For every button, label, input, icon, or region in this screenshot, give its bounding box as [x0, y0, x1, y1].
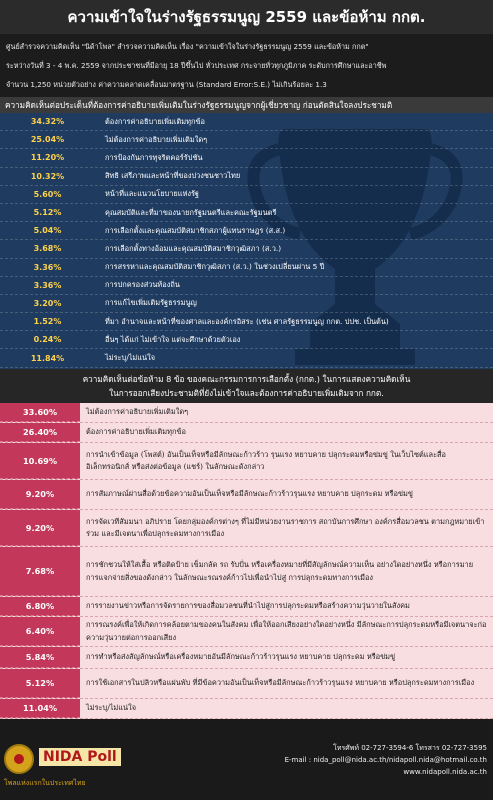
percent-value: 26.40%	[0, 423, 80, 442]
percent-value: 9.20%	[0, 480, 80, 509]
table-row	[0, 186, 493, 204]
table-row	[0, 669, 493, 699]
table-row	[0, 259, 493, 277]
row-label: การเลือกตั้งทางอ้อมและคุณสมบัติสมาชิกวุฒิสภา (ส.ว.)	[105, 243, 282, 253]
table-row	[0, 295, 493, 313]
email-text[interactable]: E-mail : nida_poll@nida.ac.th/nidapoll.nida@hotmail.co.th	[284, 756, 487, 764]
survey-info-line: จำนวน 1,250 หน่วยตัวอย่าง ค่าความคลาดเคลื่อนมาตรฐาน (Standard Error:S.E.) ไม่เกินร้อยละ 1.3	[6, 80, 327, 89]
percent-value: 3.20%	[33, 298, 62, 308]
row-label: สิทธิ เสรีภาพและหน้าที่ของปวงชนชาวไทย	[105, 171, 241, 181]
row-label: ที่มา อำนาจและหน้าที่ของศาลและองค์กรอิสระ (เช่น ศาลรัฐธรรมนูญ กกต. ปปช. เป็นต้น)	[105, 316, 389, 326]
table-row	[0, 403, 493, 423]
row-label: การสัมภาษณ์ผ่านสื่อด้วยข้อความอันเป็นเท็จหรือมีลักษณะก้าวร้าวรุนแรง หยาบคาย ปลุกระดม หรือข่มขู่	[86, 489, 413, 499]
row-label: การใช้เอกสารในปลิวหรือแผ่นพับ ที่มีข้อความอันเป็นเท็จหรือมีลักษณะก้าวร้าวรุนแรง หยาบคาย หรือปลุกระดมทางการเมือง	[86, 678, 475, 688]
section2-header-line: ในการออกเสียงประชามติที่ยังไม่เข้าใจและต้องการค่าอธิบายเพิ่มเติมจาก กกต.	[109, 388, 384, 398]
row-label: การป้องกันการทุจริตคอร์รัปชัน	[105, 152, 203, 162]
table-row	[0, 204, 493, 222]
percent-value: 6.80%	[0, 597, 80, 616]
percent-value: 11.20%	[30, 153, 65, 163]
row-label: หน้าที่และแนวนโยบายแห่งรัฐ	[105, 189, 199, 199]
row-label: การสรรหาและคุณสมบัติสมาชิกวุฒิสภา (ส.ว.) ในช่วงเปลี่ยนผ่าน 5 ปี	[105, 262, 325, 272]
section2-header	[0, 369, 493, 403]
survey-info-line: ระหว่างวันที่ 3 - 4 พ.ค. 2559 จากประชาชนที่มีอายุ 18 ปีขึ้นไป ทั่วประเทศ กระจายทั่วทุกภูมิภาค ระดับการศึกษาและอาชีพ	[6, 61, 387, 70]
table-row	[0, 443, 493, 480]
table-row	[0, 423, 493, 443]
table-row	[0, 349, 493, 367]
percent-value: 6.40%	[0, 617, 80, 646]
percent-value: 5.60%	[33, 189, 62, 199]
section1-table	[0, 113, 493, 369]
percent-value: 3.36%	[33, 262, 62, 272]
percent-value: 34.32%	[30, 117, 65, 127]
row-label: การนำเข้าข้อมูล (โพสต์) อันเป็นเท็จหรือมีลักษณะก้าวร้าว รุนแรง หยาบคาย ปลุกระดมหรือข่มขู่ ในเว็บไซต์และสื่ออิเล็กทรอนิกส์ หรือส่งต่อข้อมูล (แชร์) ในลักษณะดังกล่าว	[86, 449, 446, 471]
row-label: การรายงานข่าวหรือการจัดรายการของสื่อมวลชนที่นำไปสู่การปลุกระดมหรือสร้างความวุ่นวายในสังคม	[86, 601, 410, 611]
row-label: ไม่ระบุ/ไม่แน่ใจ	[105, 353, 156, 363]
row-label: การจัดเวทีสัมมนา อภิปราย โดยกลุ่มองค์กรต่างๆ ที่ไม่มีหน่วยงานราชการ สถาบันการศึกษา องค์กรสื่อมวลชน ตามกฎหมายเข้าร่วม และมีเจตนาเพื่อปลุกระดมทางการเมือง	[86, 516, 485, 538]
footer	[0, 734, 493, 800]
row-label: การรณรงค์เพื่อให้เกิดการคล้อยตามของคนในสังคม เพื่อให้ออกเสียงอย่างใดอย่างหนึ่ง มีลักษณะการปลุกระดมหรือมีเจตนาจะก่อความวุ่นวายต่อการออกเสียง	[86, 620, 487, 642]
table-row	[0, 617, 493, 647]
logo-subtitle: โพลแห่งแรกในประเทศไทย	[4, 779, 86, 787]
row-label: การแก้ไขเพิ่มเติมรัฐธรรมนูญ	[105, 298, 197, 308]
table-row	[0, 480, 493, 510]
percent-value: 10.32%	[30, 171, 65, 181]
percent-value: 7.68%	[0, 547, 80, 596]
table-row	[0, 113, 493, 131]
percent-value: 5.12%	[33, 208, 62, 218]
seal-icon	[4, 744, 34, 774]
survey-info	[0, 34, 493, 97]
survey-info-line: ศูนย์สำรวจความคิดเห็น "นิด้าโพล" สำรวจความคิดเห็น เรื่อง "ความเข้าใจในร่างรัฐธรรมนูญ 2559 และข้อห้าม กกต"	[6, 42, 369, 51]
row-label: การทำหรือส่งสัญลักษณ์หรือเครื่องหมายอันมีลักษณะก้าวร้าวรุนแรง หยาบคาย ปลุกระดม หรือข่มขู่	[86, 652, 396, 662]
row-label: การเลือกตั้งและคุณสมบัติสมาชิกสภาผู้แทนราษฎร (ส.ส.)	[105, 225, 286, 235]
percent-value: 0.24%	[33, 335, 62, 345]
contact-info	[285, 742, 487, 778]
table-row	[0, 149, 493, 167]
percent-value: 3.68%	[33, 244, 62, 254]
table-row	[0, 222, 493, 240]
percent-value: 10.69%	[0, 443, 80, 479]
page-title: ความเข้าใจในร่างรัฐธรรมนูญ 2559 และข้อห้าม กกต.	[0, 0, 493, 34]
nida-poll-logo	[4, 744, 124, 792]
section2-table	[0, 403, 493, 719]
row-label: การปกครองส่วนท้องถิ่น	[105, 280, 180, 290]
table-row	[0, 699, 493, 719]
table-row	[0, 131, 493, 149]
table-row	[0, 313, 493, 331]
row-label: ต้องการค่าอธิบายเพิ่มเติมทุกข้อ	[105, 116, 205, 126]
table-row	[0, 240, 493, 258]
table-row	[0, 168, 493, 186]
table-row	[0, 331, 493, 349]
percent-value: 9.20%	[0, 510, 80, 546]
percent-value: 11.84%	[30, 353, 65, 363]
table-row	[0, 597, 493, 617]
percent-value: 25.04%	[30, 135, 65, 145]
percent-value: 5.12%	[0, 669, 80, 698]
table-row	[0, 547, 493, 597]
row-label: การชักชวนให้ใส่เสื้อ หรือติดป้าย เข็มกลัด รถ รับปั่น หรือเครื่องหมายที่มีสัญลักษณ์ความเห็น อย่างใดอย่างหนึ่ง หรือการมาย การแจกจ่ายสิ่งของดังกล่าว ในลักษณะรณรงค์ก้าวไปเพื่อนำไปสู่ การปลุกระดมทางการเมือง	[86, 560, 474, 582]
percent-value: 5.04%	[33, 226, 62, 236]
row-label: ไม่ระบุ/ไม่แน่ใจ	[86, 703, 137, 713]
percent-value: 3.36%	[33, 280, 62, 290]
phone-text: โทรศัพท์ 02-727-3594-6 โทรสาร 02-727-3595	[333, 744, 487, 752]
table-row	[0, 277, 493, 295]
percent-value: 33.60%	[0, 403, 80, 422]
percent-value: 11.04%	[0, 699, 80, 718]
percent-value: 5.84%	[0, 647, 80, 668]
table-row	[0, 510, 493, 547]
row-label: คุณสมบัติและที่มาของนายกรัฐมนตรีและคณะรัฐมนตรี	[105, 207, 277, 217]
section1-header: ความคิดเห็นต่อประเด็นที่ต้องการค่าอธิบายเพิ่มเติมในร่างรัฐธรรมนูญจากผู้เชี่ยวชาญ ก่อนตัดสินใจลงประชามติ	[0, 97, 493, 113]
percent-value: 1.52%	[33, 317, 62, 327]
logo-text: NIDA Poll	[39, 748, 121, 766]
website-link[interactable]: www.nidapoll.nida.ac.th	[403, 768, 487, 776]
row-label: ไม่ต้องการค่าอธิบายเพิ่มเติมใดๆ	[86, 407, 189, 417]
row-label: ไม่ต้องการค่าอธิบายเพิ่มเติมใดๆ	[105, 134, 208, 144]
section2-header-line: ความคิดเห็นต่อข้อห้าม 8 ข้อ ของคณะกรรมการการเลือกตั้ง (กกต.) ในการแสดงความคิดเห็น	[82, 374, 411, 384]
table-row	[0, 647, 493, 669]
row-label: อื่นๆ ได้แก่ ไม่เข้าใจ แต่จะศึกษาด้วยตัวเอง	[105, 334, 241, 344]
row-label: ต้องการค่าอธิบายเพิ่มเติมทุกข้อ	[86, 427, 186, 437]
